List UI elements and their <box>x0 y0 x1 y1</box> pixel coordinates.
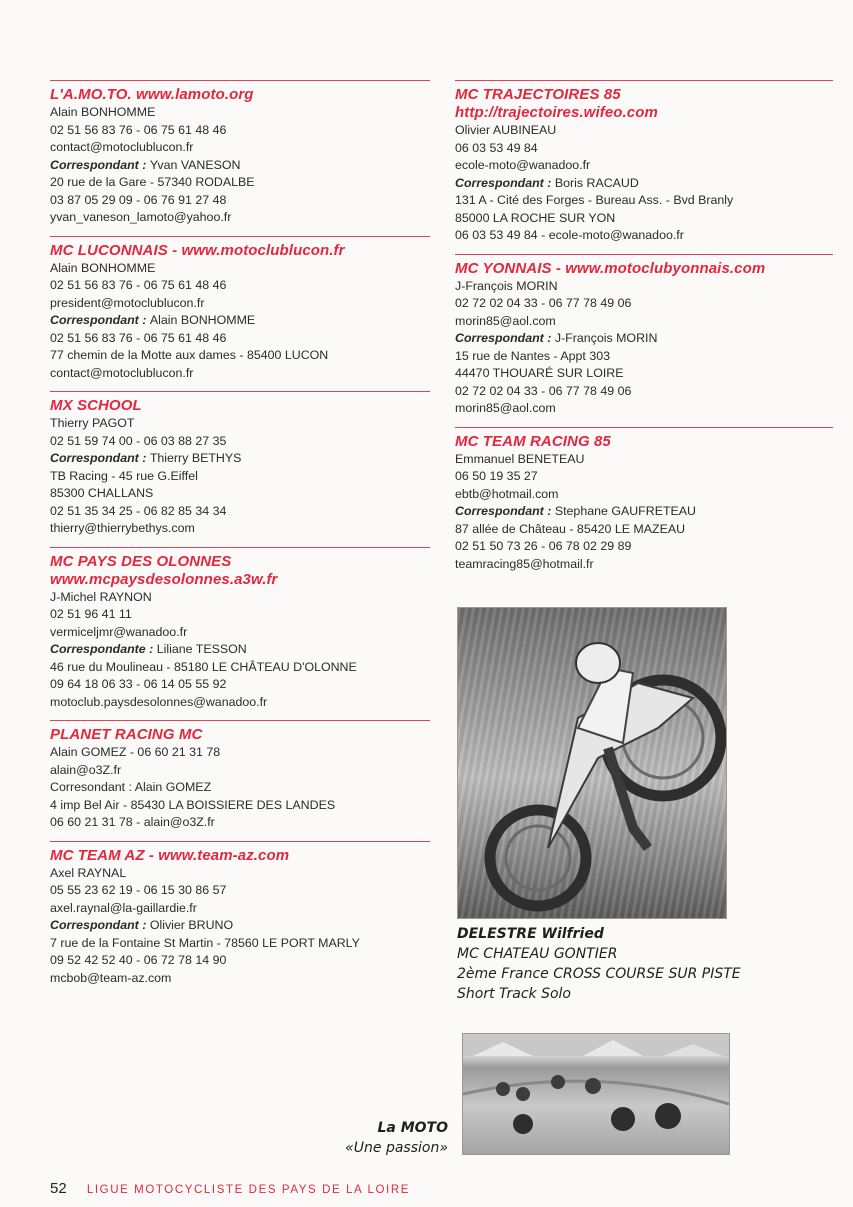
club-line: 05 55 23 62 19 - 06 15 30 86 57 <box>50 883 227 897</box>
club-website: http://trajectoires.wifeo.com <box>455 104 658 121</box>
motocross-rider-photo <box>457 607 727 919</box>
club-line: Corresondant : Alain GOMEZ <box>50 780 212 794</box>
club-title: MC LUCONNAIS - www.motoclublucon.fr <box>50 241 345 259</box>
club-line: 02 72 02 04 33 - 06 77 78 49 06 <box>455 383 632 398</box>
club-line: 02 51 59 74 00 - 06 03 88 27 35 <box>50 433 227 448</box>
club-line: 131 A - Cité des Forges - Bureau Ass. - Bvd Branly <box>455 193 734 207</box>
club-block <box>50 720 430 832</box>
club-line: ebtb@hotmail.com <box>455 486 559 501</box>
club-line: Correspondante : Liliane TESSON <box>50 642 247 656</box>
club-block <box>455 80 833 245</box>
club-block <box>50 236 430 383</box>
left-column <box>50 80 430 996</box>
caption-category: Short Track Solo <box>457 986 571 1002</box>
club-line: Correspondant : Yvan VANESON <box>50 157 241 172</box>
club-title: MC PAYS DES OLONNES <box>50 552 232 570</box>
right-column <box>455 80 833 582</box>
club-line: Alain BONHOMME <box>50 260 156 275</box>
club-line: 06 60 21 31 78 - alain@o3Z.fr <box>50 815 215 829</box>
club-line: 87 allée de Château - 85420 LE MAZEAU <box>455 521 686 536</box>
tagline-title: La MOTO <box>377 1120 448 1136</box>
club-block <box>455 427 833 574</box>
club-line: Correspondant : Thierry BETHYS <box>50 451 242 465</box>
club-line: contact@motoclublucon.fr <box>50 140 194 154</box>
club-line: Axel RAYNAL <box>50 865 127 880</box>
club-line: motoclub.paysdesolonnes@wanadoo.fr <box>50 694 268 709</box>
club-line: teamracing85@hotmail.fr <box>455 556 594 571</box>
club-website: www.mcpaysdesolonnes.a3w.fr <box>50 570 278 588</box>
club-line: J-Michel RAYNON <box>50 589 152 604</box>
club-line: TB Racing - 45 rue G.Eiffel <box>50 468 198 483</box>
club-line: Emmanuel BENETEAU <box>455 451 585 466</box>
page-number: 52 <box>50 1180 67 1197</box>
club-line: contact@motoclublucon.fr <box>50 365 194 380</box>
club-title: L'A.MO.TO. www.lamoto.org <box>50 86 254 103</box>
club-line: president@motoclublucon.fr <box>50 295 205 310</box>
club-title: MC YONNAIS - www.motoclubyonnais.com <box>455 259 766 277</box>
rider-illustration <box>458 608 726 918</box>
club-line: 20 rue de la Gare - 57340 RODALBE <box>50 175 255 189</box>
club-title: PLANET RACING MC <box>50 726 203 743</box>
club-line: Correspondant : Alain BONHOMME <box>50 313 256 327</box>
club-line: morin85@aol.com <box>455 313 556 328</box>
club-block <box>50 80 430 227</box>
club-line: 02 72 02 04 33 - 06 77 78 49 06 <box>455 296 632 310</box>
club-line: ecole-moto@wanadoo.fr <box>455 158 591 172</box>
club-line: Correspondant : Olivier BRUNO <box>50 918 234 932</box>
club-line: 4 imp Bel Air - 85430 LA BOISSIERE DES LANDES <box>50 797 336 812</box>
club-block <box>50 547 430 712</box>
race-track-photo <box>462 1033 730 1155</box>
club-line: 44470 THOUARÉ SUR LOIRE <box>455 366 624 380</box>
club-line: J-François MORIN <box>455 278 558 293</box>
club-line: yvan_vaneson_lamoto@yahoo.fr <box>50 210 232 224</box>
club-line: 7 rue de la Fontaine St Martin - 78560 LE PORT MARLY <box>50 935 360 950</box>
club-line: 09 64 18 06 33 - 06 14 05 55 92 <box>50 677 227 691</box>
club-title: MC TRAJECTOIRES 85 <box>455 86 621 103</box>
club-line: thierry@thierrybethys.com <box>50 521 195 535</box>
club-line: 02 51 50 73 26 - 06 78 02 29 89 <box>455 539 632 553</box>
tagline <box>345 1118 448 1158</box>
photo-caption <box>457 924 787 1004</box>
club-block <box>50 391 430 538</box>
club-line: Alain GOMEZ - 06 60 21 31 78 <box>50 745 221 759</box>
club-line: vermiceljmr@wanadoo.fr <box>50 624 188 639</box>
club-block <box>455 254 833 418</box>
club-line: alain@o3Z.fr <box>50 762 122 777</box>
club-line: 02 51 56 83 76 - 06 75 61 48 46 <box>50 330 227 345</box>
club-line: 85300 CHALLANS <box>50 486 154 500</box>
track-illustration <box>463 1034 729 1154</box>
club-line: 77 chemin de la Motte aux dames - 85400 LUCON <box>50 348 329 362</box>
club-line: 02 51 56 83 76 - 06 75 61 48 46 <box>50 278 227 292</box>
club-line: Correspondant : J-François MORIN <box>455 331 658 345</box>
page-footer <box>50 1180 410 1197</box>
club-line: 85000 LA ROCHE SUR YON <box>455 210 616 225</box>
club-line: Olivier AUBINEAU <box>455 123 557 137</box>
club-line: 06 03 53 49 84 <box>455 140 538 155</box>
club-line: mcbob@team-az.com <box>50 970 172 985</box>
club-block <box>50 841 430 988</box>
club-line: 09 52 42 52 40 - 06 72 78 14 90 <box>50 953 227 967</box>
club-line: 06 03 53 49 84 - ecole-moto@wanadoo.fr <box>455 228 684 242</box>
caption-name: DELESTRE Wilfried <box>457 926 604 942</box>
tagline-subtitle: «Une passion» <box>345 1140 448 1156</box>
club-line: 06 50 19 35 27 <box>455 469 538 483</box>
caption-result: 2ème France CROSS COURSE SUR PISTE <box>457 966 741 982</box>
club-line: Thierry PAGOT <box>50 416 135 430</box>
club-line: 46 rue du Moulineau - 85180 LE CHÂTEAU D'OLONNE <box>50 659 357 674</box>
club-line: morin85@aol.com <box>455 401 556 415</box>
club-line: Correspondant : Boris RACAUD <box>455 175 639 190</box>
league-name: LIGUE MOTOCYCLISTE DES PAYS DE LA LOIRE <box>86 1184 411 1196</box>
club-line: axel.raynal@la-gaillardie.fr <box>50 900 197 915</box>
club-title: MX SCHOOL <box>50 397 142 414</box>
club-line: 02 51 96 41 11 <box>50 607 132 621</box>
club-line: 03 87 05 29 09 - 06 76 91 27 48 <box>50 192 227 207</box>
caption-club: MC CHATEAU GONTIER <box>457 946 618 962</box>
club-line: 02 51 35 34 25 - 06 82 85 34 34 <box>50 503 227 518</box>
club-line: 15 rue de Nantes - Appt 303 <box>455 348 610 363</box>
club-line: Correspondant : Stephane GAUFRETEAU <box>455 504 697 518</box>
club-line: Alain BONHOMME <box>50 105 156 119</box>
club-line: 02 51 56 83 76 - 06 75 61 48 46 <box>50 122 227 137</box>
club-title: MC TEAM RACING 85 <box>455 432 611 450</box>
club-title: MC TEAM AZ - www.team-az.com <box>50 846 290 864</box>
